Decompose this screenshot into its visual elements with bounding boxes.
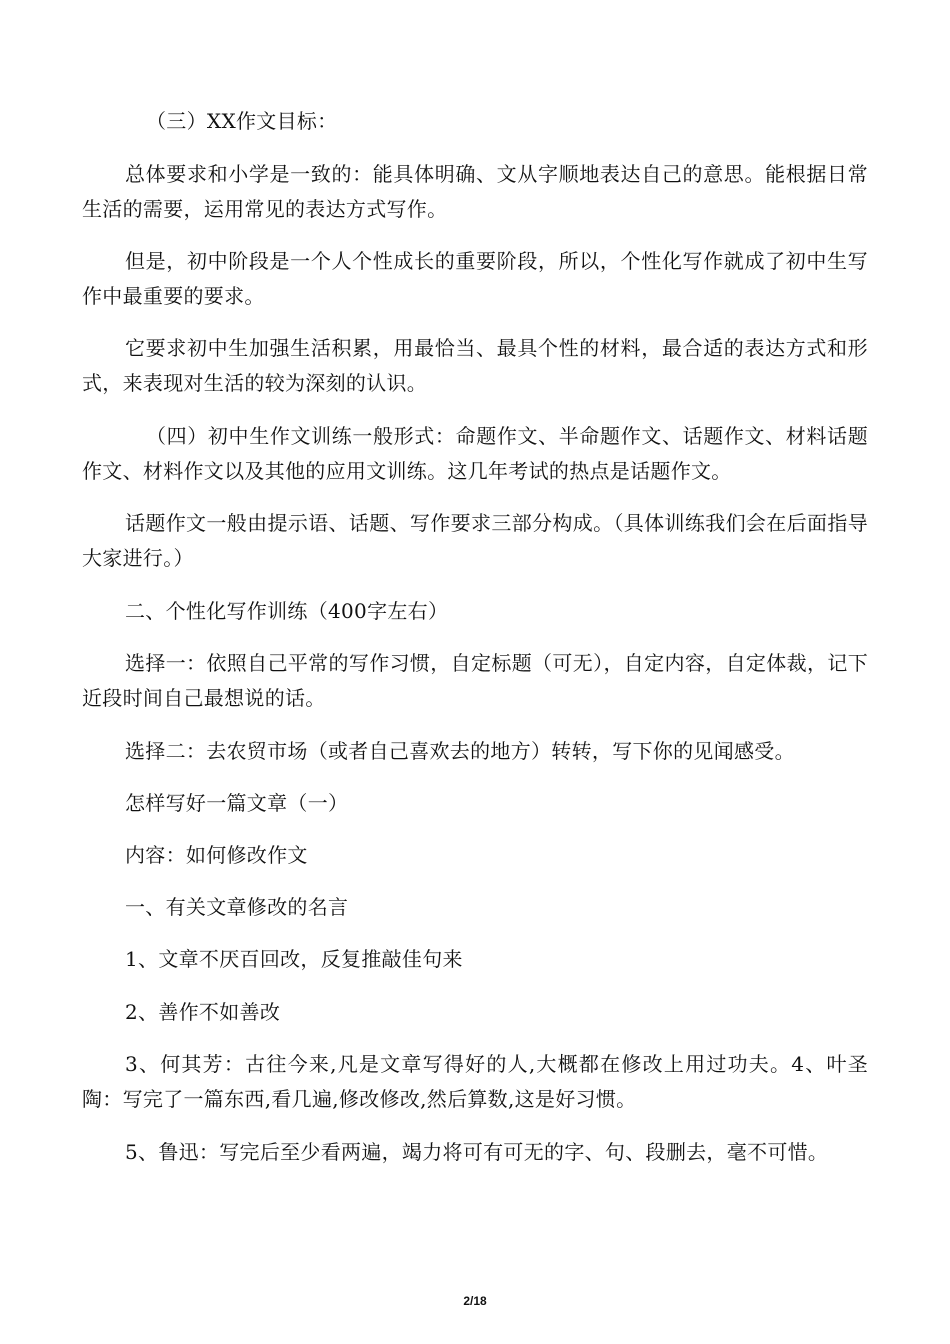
paragraph: 选择一：依照自己平常的写作习惯，自定标题（可无），自定内容，自定体裁，记下近段时间自己最想说的话。 (82, 651, 868, 710)
page-number: 2/18 (463, 1294, 487, 1308)
section-heading-goals: （三）XX作文目标： (146, 109, 338, 133)
paragraph: 它要求初中生加强生活积累，用最恰当、最具个性的材料，最合适的表达方式和形式，来表现对生活的较为深刻的认识。 (82, 336, 868, 395)
section-heading-forms: （四）初中生作文训练一般形式：命题作文、半命题作文、话题作文、材料话题作文、材料作文以及其他的应用文训练。这几年考试的热点是话题作文。 (82, 424, 868, 483)
section-heading-quotes: 一、有关文章修改的名言 (125, 895, 349, 919)
paragraph: 内容：如何修改作文 (125, 843, 308, 867)
paragraph: 选择二：去农贸市场（或者自己喜欢去的地方）转转，写下你的见闻感受。 (125, 739, 795, 763)
list-item: 1、文章不厌百回改，反复推敲佳句来 (125, 947, 463, 971)
paragraph: 总体要求和小学是一致的：能具体明确、文从字顺地表达自己的意思。能根据日常生活的需要，运用常见的表达方式写作。 (82, 162, 868, 221)
article-title: 怎样写好一篇文章（一） (125, 791, 349, 815)
paragraph: 话题作文一般由提示语、话题、写作要求三部分构成。（具体训练我们会在后面指导大家进行。） (82, 511, 868, 570)
list-item: 2、善作不如善改 (125, 1000, 281, 1024)
paragraph: 但是，初中阶段是一个人个性成长的重要阶段，所以，个性化写作就成了初中生写作中最重要的要求。 (82, 249, 868, 308)
list-item: 5、鲁迅：写完后至少看两遍，竭力将可有可无的字、句、段删去，毫不可惜。 (125, 1140, 829, 1164)
section-heading-training: 二、个性化写作训练（400字左右） (125, 599, 449, 623)
list-item: 3、何其芳：古往今来,凡是文章写得好的人,大概都在修改上用过功夫。4、叶圣陶：写完了一篇东西,看几遍,修改修改,然后算数,这是好习惯。 (82, 1052, 868, 1111)
document-body (82, 104, 868, 1170)
